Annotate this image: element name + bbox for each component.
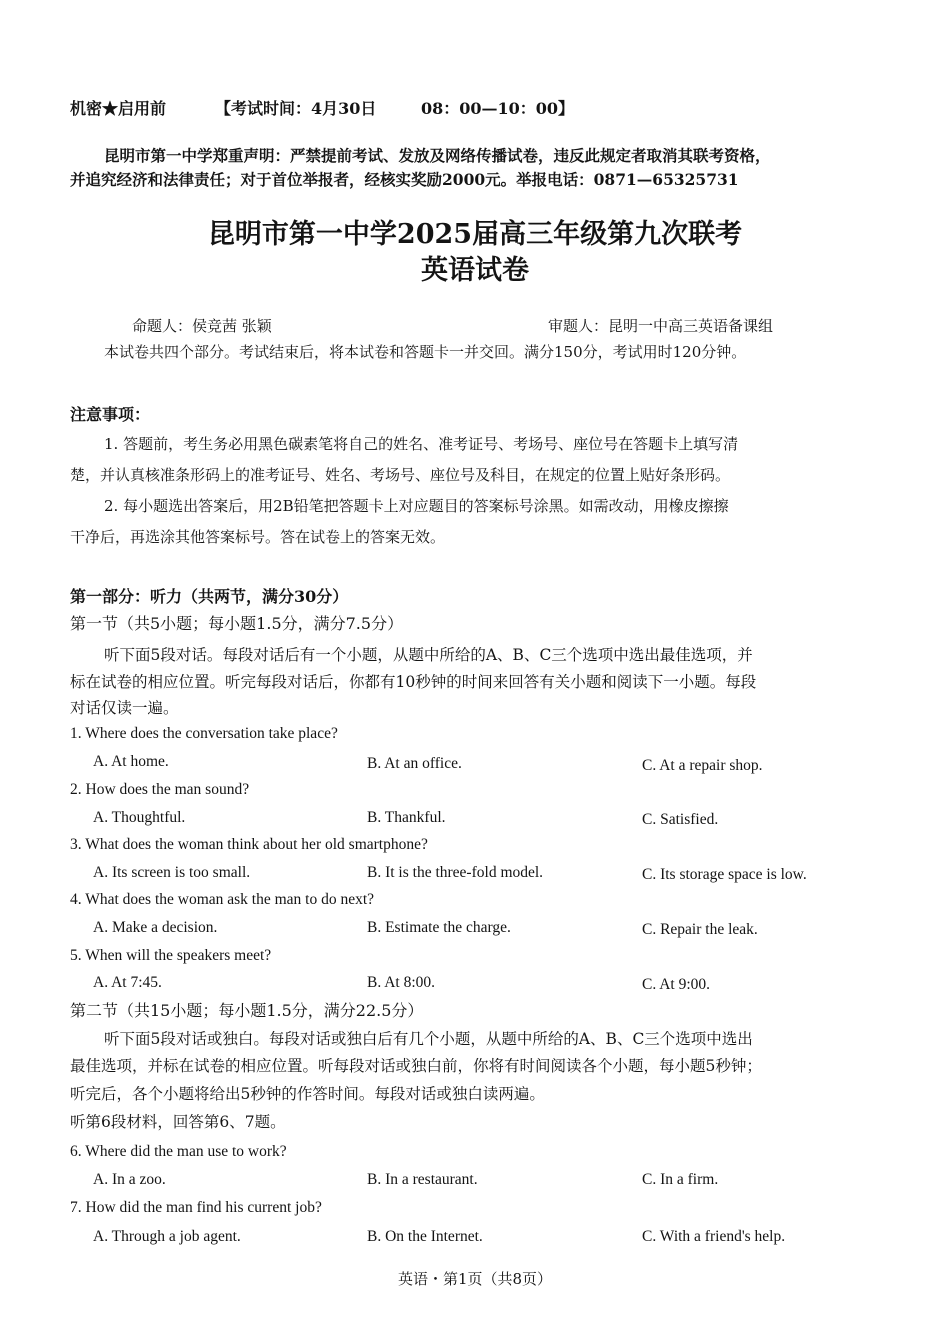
q1-option-b: B. At an office. — [367, 755, 462, 772]
section2-instruction-1: 听下面5段对话或独白。每段对话或独白后有几个小题，从题中所给的A、B、C三个选项中选出 — [104, 1030, 753, 1048]
q3-option-a: A. Its screen is too small. — [93, 864, 251, 881]
notice-item-1-line-1: 1. 答题前，考生务必用黑色碳素笔将自己的姓名、准考证号、考场号、座位号在答题卡上填写清 — [104, 435, 739, 453]
material-6-heading: 听第6段材料，回答第6、7题。 — [70, 1113, 286, 1131]
page-title: 昆明市第一中学2025届高三年级第九次联考 — [207, 219, 743, 250]
q7-option-b: B. On the Internet. — [367, 1228, 483, 1245]
question-2: 2. How does the man sound? — [70, 781, 250, 798]
reviewer-line: 审题人：昆明一中高三英语备课组 — [548, 317, 774, 335]
q3-option-b: B. It is the three-fold model. — [367, 864, 544, 881]
q4-option-a: A. Make a decision. — [93, 919, 218, 936]
section1-instruction-1: 听下面5段对话。每段对话后有一个小题，从题中所给的A、B、C三个选项中选出最佳选项，并 — [104, 646, 753, 664]
section1-instruction-3: 对话仅读一遍。 — [70, 699, 179, 717]
question-4: 4. What does the woman ask the man to do next? — [70, 891, 375, 908]
q7-option-c: C. With a friend's help. — [642, 1228, 786, 1245]
page-subtitle: 英语试卷 — [421, 255, 529, 286]
notice-item-2-line-1: 2. 每小题选出答案后，用2B铅笔把答题卡上对应题目的答案标号涂黑。如需改动，用橡皮擦擦 — [104, 497, 729, 515]
question-5: 5. When will the speakers meet? — [70, 947, 272, 964]
confidential-label: 机密★启用前 — [70, 99, 167, 118]
q6-option-b: B. In a restaurant. — [367, 1171, 478, 1188]
intro-line: 本试卷共四个部分。考试结束后，将本试卷和答题卡一并交回。满分150分，考试用时120分钟。 — [104, 343, 747, 361]
q5-option-a: A. At 7:45. — [93, 974, 162, 991]
q5-option-b: B. At 8:00. — [367, 974, 436, 991]
question-1: 1. Where does the conversation take place? — [70, 725, 338, 742]
statement-line-2: 并追究经济和法律责任；对于首位举报者，经核实奖励2000元。举报电话：0871—65325731 — [70, 170, 739, 189]
section2-instruction-3: 听完后，各个小题将给出5秒钟的作答时间。每段对话或独白读两遍。 — [70, 1085, 545, 1103]
notice-item-2-line-2: 干净后，再选涂其他答案标号。答在试卷上的答案无效。 — [70, 528, 446, 546]
section2-instruction-2: 最佳选项，并标在试卷的相应位置。听每段对话或独白前，你将有时间阅读各个小题，每小题5秒钟； — [70, 1057, 762, 1075]
section1-instruction-2: 标在试卷的相应位置。听完每段对话后，你都有10秒钟的时间来回答有关小题和阅读下一小题。每段 — [70, 673, 757, 691]
q5-option-c: C. At 9:00. — [642, 976, 711, 993]
q3-option-c: C. Its storage space is low. — [642, 866, 807, 883]
q4-option-b: B. Estimate the charge. — [367, 919, 511, 936]
section1-heading: 第一节（共5小题；每小题1.5分，满分7.5分） — [70, 614, 404, 633]
part1-heading: 第一部分：听力（共两节，满分30分） — [70, 587, 349, 606]
page-footer: 英语・第1页（共8页） — [397, 1270, 553, 1288]
q2-option-b: B. Thankful. — [367, 809, 446, 826]
q1-option-c: C. At a repair shop. — [642, 757, 763, 774]
statement-line-1: 昆明市第一中学郑重声明：严禁提前考试、发放及网络传播试卷，违反此规定者取消其联考资格， — [104, 146, 771, 165]
question-3: 3. What does the woman think about her old smartphone? — [70, 836, 428, 853]
section2-heading: 第二节（共15小题；每小题1.5分，满分22.5分） — [70, 1001, 424, 1020]
q2-option-c: C. Satisfied. — [642, 811, 719, 828]
q2-option-a: A. Thoughtful. — [93, 809, 186, 826]
q6-option-c: C. In a firm. — [642, 1171, 719, 1188]
q1-option-a: A. At home. — [93, 753, 169, 770]
q7-option-a: A. Through a job agent. — [93, 1228, 241, 1245]
exam-time: 【考试时间：4月30日 08：00—10：00】 — [215, 99, 575, 118]
notice-heading: 注意事项： — [70, 405, 151, 424]
q4-option-c: C. Repair the leak. — [642, 921, 758, 938]
setter-line: 命题人：侯竞茜 张颖 — [132, 317, 272, 335]
q6-option-a: A. In a zoo. — [93, 1171, 166, 1188]
question-6: 6. Where did the man use to work? — [70, 1143, 287, 1160]
question-7: 7. How did the man find his current job? — [70, 1199, 322, 1216]
notice-item-1-line-2: 楚，并认真核准条形码上的准考证号、姓名、考场号、座位号及科目，在规定的位置上贴好条形码。 — [70, 466, 731, 484]
